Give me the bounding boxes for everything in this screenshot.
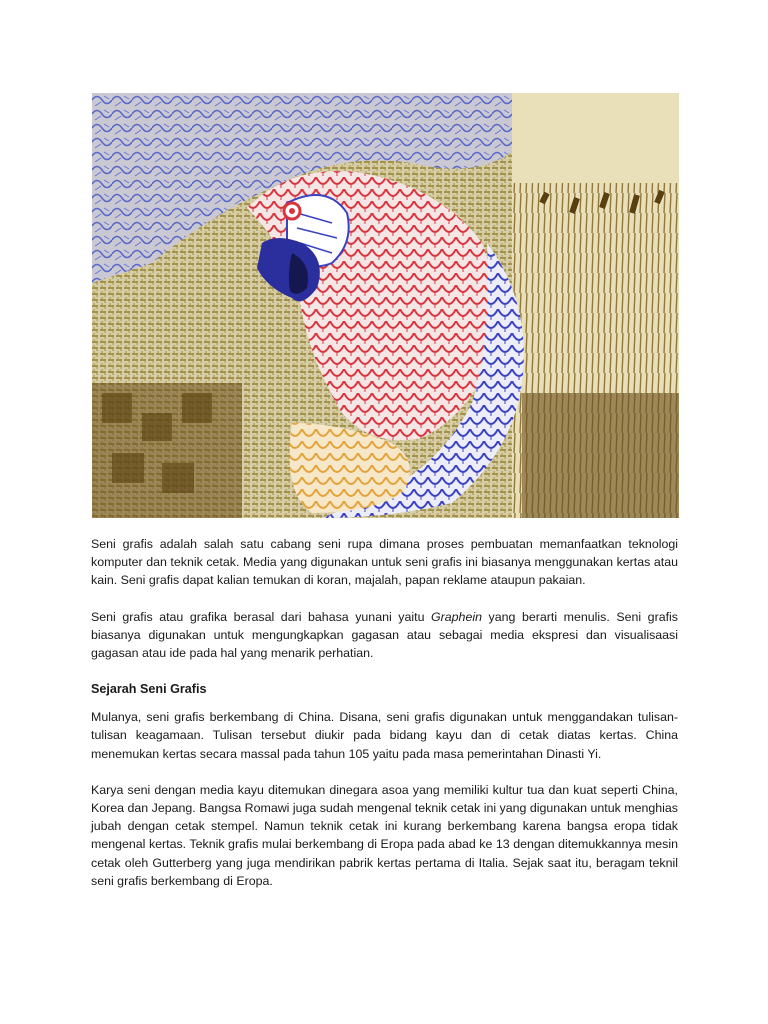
article-text bbox=[91, 535, 678, 908]
paragraph-history-china: Mulanya, seni grafis berkembang di China. Disana, seni grafis digunakan untuk menggandakan tulisan-tulisan keagamaan. Tulisan tersebut diukir pada bidang kayu dan di cetak diatas kertas. China menemukan kertas secara massal pada tahun 105 yaitu pada masa pemerintahan Dinasti Yi. bbox=[91, 710, 678, 761]
etymology-text-start: Seni grafis atau grafika berasal dari bahasa yunani yaitu bbox=[91, 609, 432, 624]
parrot-painting-icon bbox=[92, 93, 679, 518]
section-heading-history: Sejarah Seni Grafis bbox=[91, 682, 207, 697]
paragraph-intro: Seni grafis adalah salah satu cabang seni rupa dimana proses pembuatan memanfaatkan teknologi komputer dan teknik cetak. Media yang digunakan untuk seni grafis ini biasanya menggunakan kertas atau kain. Seni grafis dapat kalian temukan di koran, majalah, papan reklame ataupun pakaian. bbox=[91, 537, 678, 588]
paragraph-etymology bbox=[91, 608, 678, 663]
paragraph-history-europe: Karya seni dengan media kayu ditemukan dinegara asoa yang memiliki kultur tua dan kuat seperti China, Korea dan Jepang. Bangsa Romawi juga sudah mengenal teknik cetak ini yang digunakan untuk menghias jubah dengan cetak stempel. Namun teknik cetak ini kurang berkembang karena bangsa eropa tidak mengenal kertas. Teknik grafis mulai berkembang di Eropa pada abad ke 13 dengan ditemukkannya mesin cetak oleh Gutterberg yang juga mendirikan pabrik kertas pertama di Italia. Sejak saat itu, beragam teknil seni grafis berkembang di Eropa. bbox=[91, 782, 678, 888]
graphein-term: Graphein bbox=[431, 609, 482, 624]
etymology-text-end: yang berarti menulis. Seni grafis biasanya digunakan untuk mengungkapkan gagasan atau sebagai media ekspresi dan visualisaasi gagasan atau ide pada hal yang menarik perhatian. bbox=[91, 609, 678, 661]
parrot-artwork bbox=[92, 93, 679, 518]
